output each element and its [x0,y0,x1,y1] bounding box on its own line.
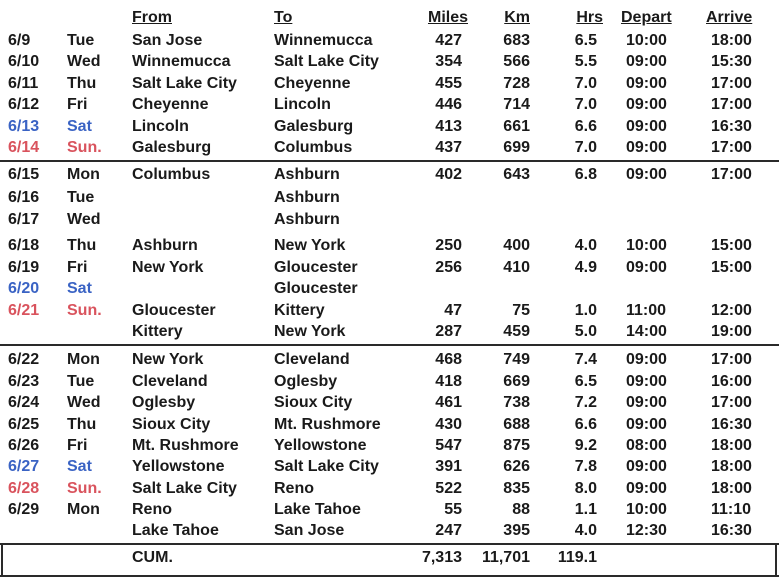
cell-miles: 430 [435,416,462,433]
cell-km: 688 [503,416,530,433]
cell-to: Lake Tahoe [274,501,361,518]
cell-arrive: 12:00 [711,302,752,319]
cell-to: Galesburg [274,118,354,135]
cell-from: Ashburn [132,237,198,254]
cell-day: Mon [67,351,100,368]
cell-date: 6/23 [8,373,40,390]
cell-km: 566 [503,53,530,70]
cell-arrive: 19:00 [711,323,752,340]
cell-to: Ashburn [274,166,340,183]
cell-miles: 413 [435,118,462,135]
cell-hrs: 6.8 [574,166,597,183]
cell-depart: 08:00 [626,437,667,454]
cell-hrs: 9.2 [574,437,597,454]
cell-day: Fri [67,259,88,276]
cell-hrs: 7.2 [574,394,597,411]
cell-date: 6/22 [8,351,40,368]
cell-hrs: 5.5 [574,53,597,70]
left-border [1,543,3,577]
cell-km: 410 [503,259,530,276]
cell-to: Ashburn [274,189,340,206]
cell-date: 6/9 [8,32,31,49]
cell-depart: 12:30 [626,522,667,539]
cell-km: 661 [503,118,530,135]
cell-arrive: 11:10 [711,501,752,518]
cell-hrs: 7.8 [574,458,597,475]
cell-from: San Jose [132,32,203,49]
cell-day: Sat [67,118,92,135]
cell-day: Sat [67,280,92,297]
cell-from: Salt Lake City [132,480,237,497]
cell-from: Yellowstone [132,458,225,475]
cell-hrs: 4.0 [574,237,597,254]
cell-km: 75 [512,302,530,319]
cell-date: 6/12 [8,96,40,113]
cell-day: Mon [67,501,100,518]
cell-km: 683 [503,32,530,49]
cell-to: New York [274,237,346,254]
cell-day: Thu [67,237,97,254]
cell-km: 643 [503,166,530,183]
cell-miles: 427 [435,32,462,49]
cell-km: 728 [503,75,530,92]
cell-arrive: 17:00 [711,96,752,113]
cell-arrive: 16:30 [711,118,752,135]
cell-miles: 455 [435,75,462,92]
cell-km: 459 [503,323,530,340]
cell-km: 749 [503,351,530,368]
cell-from: New York [132,259,204,276]
cell-from: Sioux City [132,416,211,433]
right-border [775,543,777,577]
header-hrs: Hrs [576,9,603,26]
cell-date: 6/28 [8,480,40,497]
cell-arrive: 18:00 [711,480,752,497]
cell-to: Salt Lake City [274,53,379,70]
cell-date: 6/15 [8,166,40,183]
cell-day: Sun. [67,480,102,497]
cell-date: 6/27 [8,458,40,475]
cell-to: Ashburn [274,211,340,228]
cell-depart: 09:00 [626,351,667,368]
cell-miles: 418 [435,373,462,390]
cell-depart: 09:00 [626,139,667,156]
cell-day: Fri [67,96,88,113]
cell-date: 6/26 [8,437,40,454]
header-to: To [274,9,293,26]
cell-depart: 09:00 [626,373,667,390]
cell-depart: 09:00 [626,480,667,497]
cell-depart: 09:00 [626,394,667,411]
cell-day: Tue [67,32,95,49]
week-divider [0,344,779,346]
cell-miles: 468 [435,351,462,368]
cell-hrs: 8.0 [574,480,597,497]
cell-miles: 547 [435,437,462,454]
cell-from: Salt Lake City [132,75,237,92]
cell-hrs: 6.5 [574,32,597,49]
totals-label: CUM. [132,549,173,566]
cell-day: Sun. [67,139,102,156]
cell-depart: 10:00 [626,501,667,518]
cell-day: Wed [67,53,101,70]
cell-miles: 354 [435,53,462,70]
cell-date: 6/24 [8,394,40,411]
cell-miles: 461 [435,394,462,411]
cell-date: 6/10 [8,53,40,70]
cell-hrs: 1.0 [574,302,597,319]
totals-hrs: 119.1 [557,549,597,566]
cell-hrs: 4.9 [574,259,597,276]
cell-date: 6/20 [8,280,40,297]
cell-miles: 391 [435,458,462,475]
cell-miles: 402 [435,166,462,183]
cell-date: 6/16 [8,189,40,206]
cell-from: Reno [132,501,172,518]
cell-depart: 09:00 [626,96,667,113]
cell-hrs: 7.0 [574,75,597,92]
cell-hrs: 6.6 [574,118,597,135]
cell-arrive: 15:00 [711,259,752,276]
cell-depart: 09:00 [626,118,667,135]
cell-date: 6/11 [8,75,39,92]
cell-day: Sun. [67,302,102,319]
cell-depart: 09:00 [626,416,667,433]
cell-arrive: 15:30 [711,53,752,70]
cell-miles: 446 [435,96,462,113]
cell-to: Oglesby [274,373,338,390]
cell-day: Sat [67,458,92,475]
cell-from: Kittery [132,323,183,340]
cell-date: 6/25 [8,416,40,433]
cell-from: Gloucester [132,302,216,319]
cell-from: Galesburg [132,139,212,156]
cell-from: Mt. Rushmore [132,437,239,454]
cell-arrive: 16:00 [711,373,752,390]
cell-day: Tue [67,373,95,390]
cell-date: 6/19 [8,259,40,276]
cell-to: Salt Lake City [274,458,379,475]
cell-from: New York [132,351,204,368]
cell-hrs: 4.0 [574,522,597,539]
cell-arrive: 16:30 [711,416,752,433]
cell-depart: 10:00 [626,32,667,49]
cell-arrive: 16:30 [711,522,752,539]
cell-km: 395 [503,522,530,539]
cell-arrive: 18:00 [711,32,752,49]
cell-to: Mt. Rushmore [274,416,381,433]
cell-arrive: 15:00 [711,237,752,254]
header-arrive: Arrive [706,9,753,26]
header-depart: Depart [621,9,672,26]
cell-km: 875 [503,437,530,454]
cell-date: 6/18 [8,237,40,254]
cell-depart: 10:00 [626,237,667,254]
cell-miles: 47 [444,302,462,319]
cell-to: Winnemucca [274,32,373,49]
cell-hrs: 7.0 [574,139,597,156]
cell-km: 738 [503,394,530,411]
cell-date: 6/13 [8,118,40,135]
cell-km: 714 [503,96,530,113]
cell-miles: 437 [435,139,462,156]
cell-hrs: 6.5 [574,373,597,390]
cell-km: 835 [503,480,530,497]
cell-km: 699 [503,139,530,156]
cell-depart: 14:00 [626,323,667,340]
cell-to: New York [274,323,346,340]
cell-from: Oglesby [132,394,196,411]
cell-arrive: 17:00 [711,351,752,368]
cell-to: Kittery [274,302,325,319]
cell-km: 669 [503,373,530,390]
cell-km: 88 [512,501,530,518]
cell-from: Cheyenne [132,96,209,113]
cell-to: Gloucester [274,259,358,276]
cell-depart: 09:00 [626,75,667,92]
week-divider [0,160,779,162]
cell-date: 6/14 [8,139,40,156]
cell-day: Wed [67,394,101,411]
header-miles: Miles [427,9,468,26]
cell-miles: 256 [435,259,462,276]
cell-to: Cleveland [274,351,350,368]
cell-to: Yellowstone [274,437,367,454]
cell-from: Lake Tahoe [132,522,219,539]
totals-miles: 7,313 [421,549,462,566]
cell-day: Wed [67,211,101,228]
cell-hrs: 5.0 [574,323,597,340]
cell-day: Tue [67,189,95,206]
cell-depart: 09:00 [626,166,667,183]
cell-miles: 522 [435,480,462,497]
cell-arrive: 17:00 [711,139,752,156]
cell-day: Thu [67,416,97,433]
cell-to: San Jose [274,522,345,539]
cell-from: Columbus [132,166,211,183]
cell-hrs: 6.6 [574,416,597,433]
cell-day: Mon [67,166,100,183]
cell-arrive: 18:00 [711,437,752,454]
cell-to: Columbus [274,139,353,156]
cell-miles: 250 [435,237,462,254]
cell-depart: 11:00 [626,302,667,319]
header-km: Km [504,9,530,26]
cell-miles: 247 [435,522,462,539]
cell-to: Gloucester [274,280,358,297]
cell-date: 6/17 [8,211,40,228]
header-from: From [132,9,172,26]
cell-arrive: 18:00 [711,458,752,475]
cell-hrs: 1.1 [574,501,597,518]
cell-to: Reno [274,480,314,497]
cell-km: 400 [503,237,530,254]
cell-date: 6/21 [8,302,40,319]
totals-km: 11,701 [481,549,530,566]
cell-depart: 09:00 [626,458,667,475]
cell-to: Sioux City [274,394,353,411]
cell-to: Lincoln [274,96,331,113]
cell-arrive: 17:00 [711,166,752,183]
bottom-border [0,575,779,577]
cell-depart: 09:00 [626,53,667,70]
cell-from: Cleveland [132,373,208,390]
cell-hrs: 7.0 [574,96,597,113]
cell-hrs: 7.4 [574,351,597,368]
cell-day: Thu [67,75,97,92]
cell-km: 626 [503,458,530,475]
cell-depart: 09:00 [626,259,667,276]
cell-date: 6/29 [8,501,40,518]
cell-arrive: 17:00 [711,75,752,92]
cell-miles: 55 [444,501,462,518]
totals-divider [0,543,779,545]
cell-miles: 287 [435,323,462,340]
cell-from: Lincoln [132,118,189,135]
cell-day: Fri [67,437,88,454]
cell-from: Winnemucca [132,53,231,70]
cell-arrive: 17:00 [711,394,752,411]
cell-to: Cheyenne [274,75,351,92]
